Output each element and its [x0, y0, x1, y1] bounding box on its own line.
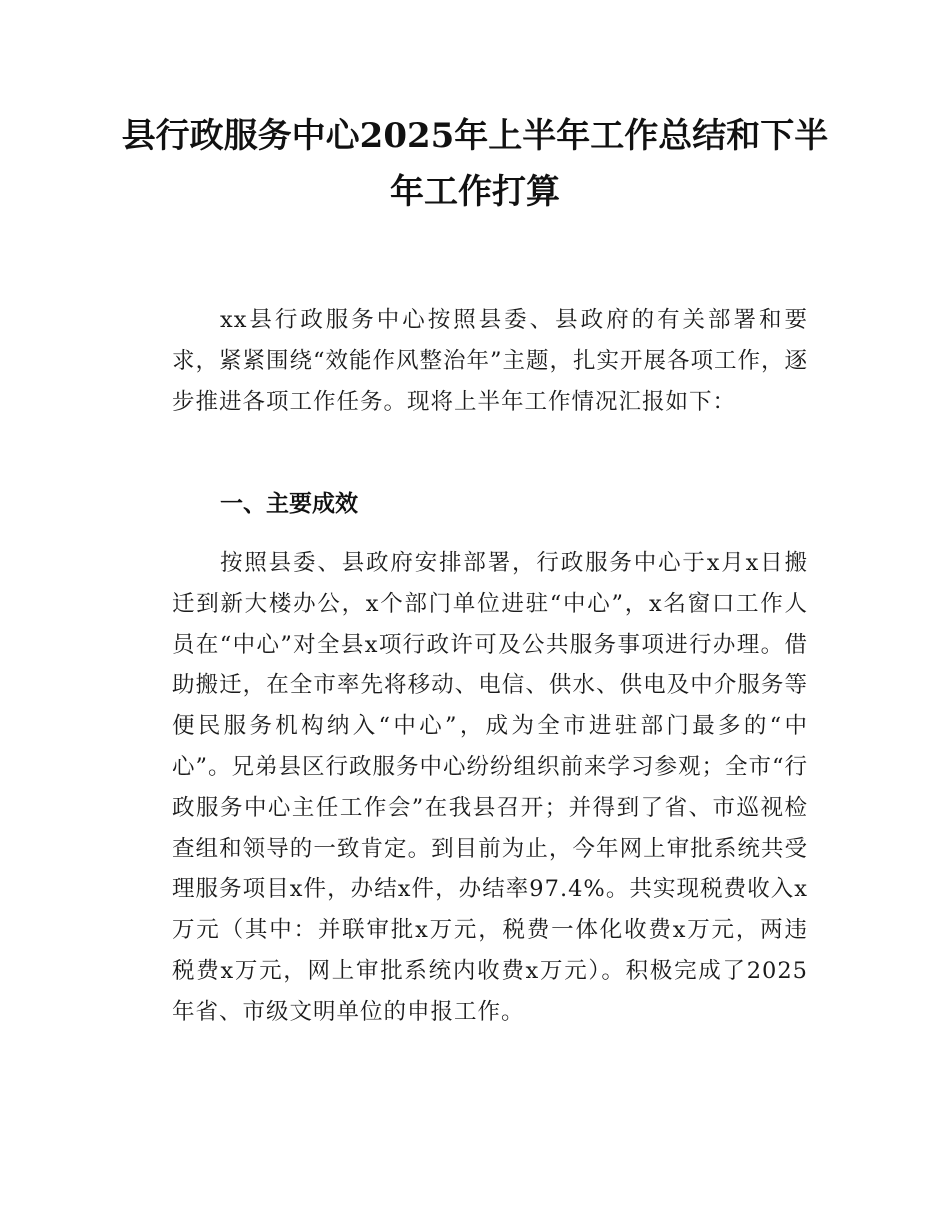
section-heading-main-results: 一、主要成效: [220, 491, 358, 517]
intro-paragraph: xx县行政服务中心按照县委、县政府的有关部署和要求，紧紧围绕“效能作风整治年”主题，扎实开展各项工作，逐步推进各项工作任务。现将上半年工作情况汇报如下：: [172, 307, 809, 415]
main-results-paragraph: 按照县委、县政府安排部署，行政服务中心于x月x日搬迁到新大楼办公，x个部门单位进驻“中心”，x名窗口工作人员在“中心”对全县x项行政许可及公共服务事项进行办理。借助搬迁，在全市率先将移动、电信、供水、供电及中介服务等便民服务机构纳入“中心”，成为全市进驻部门最多的“中心”。兄弟县区行政服务中心纷纷组织前来学习参观；全市“行政服务中心主任工作会”在我县召开；并得到了省、市巡视检查组和领导的一致肯定。到目前为止，今年网上审批系统共受理服务项目x件，办结x件，办结率97.4%。共实现税费收入x万元（其中：并联审批x万元，税费一体化收费x万元，两违税费x万元，网上审批系统内收费x万元）。积极完成了2025年省、市级文明单位的申报工作。: [172, 550, 809, 1025]
document-title: 县行政服务中心2025年上半年工作总结和下半年工作打算: [121, 116, 829, 212]
